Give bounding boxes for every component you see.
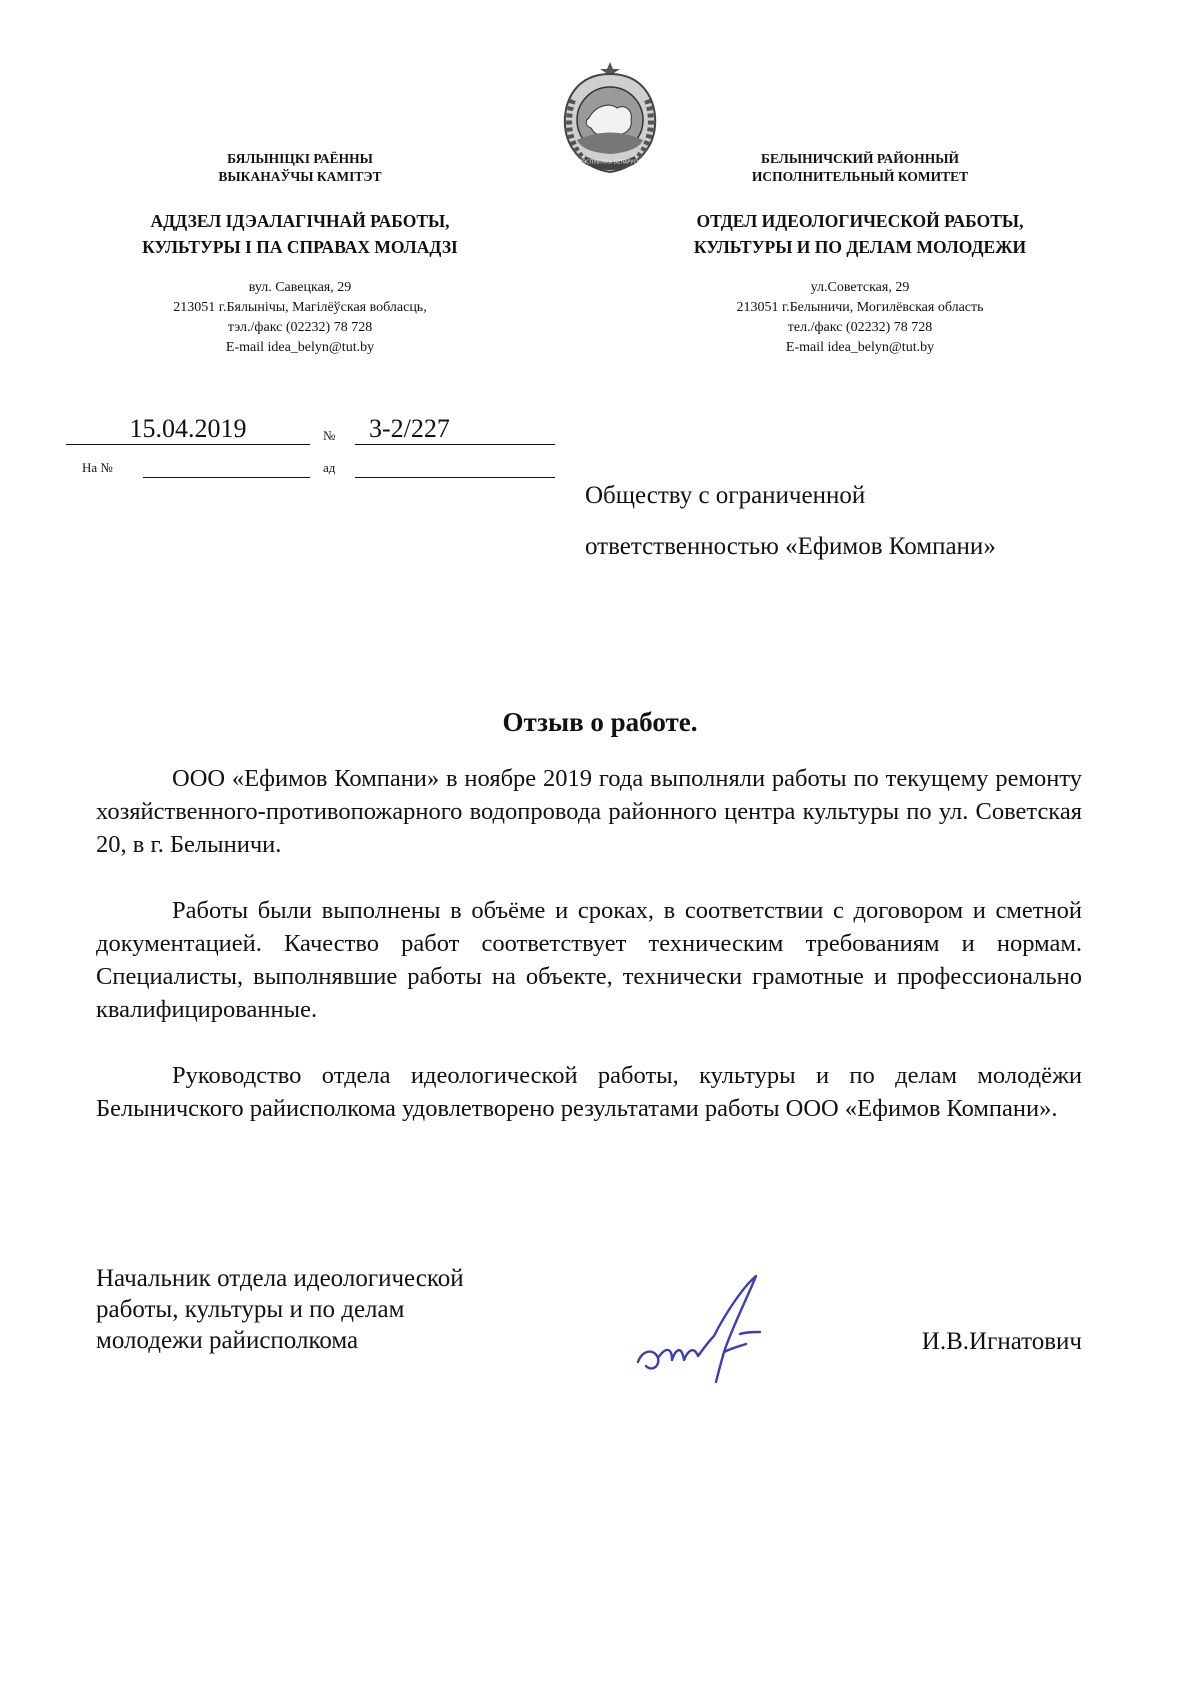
reference-date-label: ад	[323, 460, 336, 475]
recipient-line2: ответственностью «Ефимов Компани»	[585, 533, 996, 560]
recipient-line1: Обществу с ограниченной	[585, 482, 866, 509]
email-be: E-mail idea_belyn@tut.by	[225, 340, 375, 355]
outgoing-number: 3-2/227	[355, 414, 555, 445]
address-be-street: вул. Савецкая, 29	[248, 280, 352, 295]
reference-number-line	[143, 476, 310, 478]
signer-name: И.В.Игнатович	[921, 1328, 1082, 1355]
document-body	[96, 762, 1082, 1125]
address-ru-city: 213051 г.Белыничи, Могилёвская область	[736, 300, 984, 315]
address-ru-street: ул.Советская, 29	[810, 280, 910, 295]
body-paragraph-1: ООО «Ефимов Компани» в ноябре 2019 года выполняли работы по текущему ремонту хозяйственного-противопожарного водопровода районного центра культуры по ул. Советская 20, в г. Белыничи.	[96, 765, 1082, 858]
header-left	[100, 150, 500, 358]
signer-position-line3: молодежи райисполкома	[96, 1327, 359, 1354]
header-right	[640, 150, 1080, 358]
body-paragraph-3: Руководство отдела идеологической работы, культуры и по делам молодёжи Белыничского райисполкома удовлетворено результатами работы ООО «Ефимов Компани».	[96, 1062, 1082, 1122]
signature-icon	[620, 1262, 790, 1392]
phone-be: тэл./факс (02232) 78 728	[227, 320, 373, 335]
address-be-city: 213051 г.Бялынічы, Магілёўская вобласць,	[173, 300, 427, 315]
department-name-be-line1: АДДЗЕЛ ІДЭАЛАГІЧНАЙ РАБОТЫ,	[150, 211, 450, 231]
committee-name-be-line1: БЯЛЫНІЦКІ РАЁННЫ	[227, 151, 373, 166]
signer-position	[96, 1263, 596, 1356]
document-title: Отзыв о работе.	[502, 707, 698, 737]
signer-position-line2: работы, культуры и по делам	[96, 1296, 405, 1323]
phone-ru: тел./факс (02232) 78 728	[787, 320, 933, 335]
outgoing-number-label: №	[323, 428, 336, 443]
committee-name-ru-line1: БЕЛЫНИЧСКИЙ РАЙОННЫЙ	[761, 151, 959, 166]
reference-date-line	[355, 476, 555, 478]
reference-number-label: На №	[82, 460, 113, 475]
email-ru: E-mail idea_belyn@tut.by	[785, 340, 935, 355]
committee-name-be-line2: ВЫКАНАЎЧЫ КАМІТЭТ	[218, 169, 382, 184]
emblem-ribbon-text: РЭСПУБЛІКА БЕЛАРУСЬ	[579, 159, 641, 166]
department-name-ru-line2: КУЛЬТУРЫ И ПО ДЕЛАМ МОЛОДЕЖИ	[693, 237, 1027, 257]
body-paragraph-2: Работы были выполнены в объёме и сроках, в соответствии с договором и сметной документацией. Качество работ соответствует техническим требованиям и нормам. Специалисты, выполнявшие работы на объекте, технически грамотные и профессионально квалифицированные.	[96, 897, 1082, 1023]
outgoing-date: 15.04.2019	[66, 414, 310, 445]
department-name-be-line2: КУЛЬТУРЫ І ПА СПРАВАХ МОЛАДЗІ	[142, 237, 458, 257]
committee-name-ru-line2: ИСПОЛНИТЕЛЬНЫЙ КОМИТЕТ	[751, 169, 969, 184]
department-name-ru-line1: ОТДЕЛ ИДЕОЛОГИЧЕСКОЙ РАБОТЫ,	[696, 211, 1024, 231]
signer-position-line1: Начальник отдела идеологической	[96, 1265, 464, 1292]
handwritten-signature	[620, 1262, 790, 1392]
